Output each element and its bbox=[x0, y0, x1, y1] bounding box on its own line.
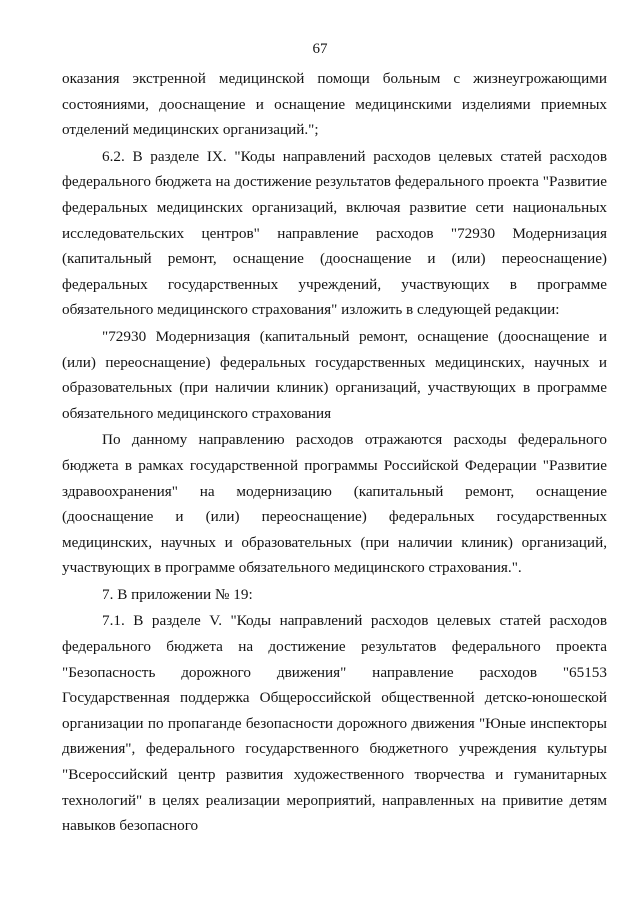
page-number: 67 bbox=[312, 41, 328, 57]
paragraph-6-2: 6.2. В разделе IX. "Коды направлений расходов целевых статей расходов федерального бюджета на достижение результатов федерального проекта "Развитие федеральных медицинских организаций, включая развитие сети национальных исследовательских центров" направление расходов "72930 Модернизация (капитальный ремонт, оснащение (дооснащение и (или) переоснащение) федеральных государственных учреждений, участвующих в программе обязательного медицинского страхования" изложить в следующей редакции: bbox=[62, 147, 607, 319]
paragraph-continuation: оказания экстренной медицинской помощи больным с жизнеугрожающими состояниями, дооснащение и оснащение медицинскими изделиями приемных отделений медицинских организаций."; bbox=[62, 70, 607, 139]
paragraph-7: 7. В приложении № 19: bbox=[102, 585, 253, 603]
paragraph-7-1: 7.1. В разделе V. "Коды направлений расходов целевых статей расходов федерального бюджета на достижение результатов федерального проекта "Безопасность дорожного движения" направление расходов "65153 Государственная поддержка Общероссийской общественной детско-юношеской организации по пропаганде безопасности дорожного движения "Юные инспекторы движения", федерального государственного бюджетного учреждения культуры "Всероссийский центр развития художественного творчества и гуманитарных технологий" в целях реализации мероприятий, направленных на привитие детям навыков безопасного bbox=[62, 612, 607, 835]
paragraph-direction-description: По данному направлению расходов отражаются расходы федерального бюджета в рамках государственной программы Российской Федерации "Развитие здравоохранения" на модернизацию (капитальный ремонт, оснащение (дооснащение и (или) переоснащение) федеральных государственных медицинских, научных и образовательных (при наличии клиник) организаций, участвующих в программе обязательного медицинского страхования.". bbox=[62, 431, 607, 577]
paragraph-72930-quote: "72930 Модернизация (капитальный ремонт, оснащение (дооснащение и (или) переоснащение) федеральных государственных медицинских, научных и образовательных (при наличии клиник) организаций, участвующих в программе обязательного медицинского страхования bbox=[62, 327, 607, 422]
document-body bbox=[62, 66, 607, 840]
